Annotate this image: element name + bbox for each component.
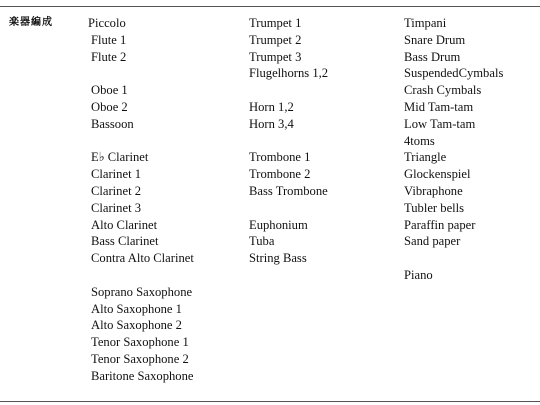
instrument-item: Flute 1	[91, 32, 127, 47]
instrument-item: Trumpet 3	[249, 49, 302, 64]
group-gap	[88, 65, 194, 82]
woodwinds-column	[88, 15, 194, 385]
instrument-item: Glockenspiel	[404, 167, 471, 182]
instrument-item: Clarinet 3	[91, 200, 142, 215]
instrument-item: Trombone 2	[249, 167, 311, 182]
group-gap	[88, 133, 194, 150]
instrument-item: Tubler bells	[404, 200, 465, 215]
instrument-item: Tuba	[249, 234, 275, 249]
brass-column	[249, 15, 328, 267]
instrument-item: Bassoon	[91, 116, 134, 131]
group-gap	[404, 250, 503, 267]
instrument-item: E♭ Clarinet	[91, 150, 149, 165]
instrument-item: SuspendedCymbals	[404, 66, 504, 81]
instrument-item: Alto Clarinet	[91, 217, 158, 232]
instrument-item: Piano	[404, 267, 433, 282]
instrument-item: Contra Alto Clarinet	[91, 251, 194, 266]
instrument-item: Sand paper	[404, 234, 461, 249]
instrument-item: Piccolo	[88, 16, 126, 30]
bottom-rule	[0, 401, 540, 402]
instrument-item: Alto Saxophone 1	[91, 301, 182, 316]
top-rule	[0, 6, 540, 7]
instrument-item: Timpani	[404, 16, 447, 30]
instrument-item: Euphonium	[249, 217, 308, 232]
instrument-item: Flute 2	[91, 49, 127, 64]
instrument-item: Horn 1,2	[249, 99, 294, 114]
group-gap	[249, 200, 328, 217]
instrument-item: Vibraphone	[404, 183, 463, 198]
instrument-item: Tenor Saxophone 1	[91, 335, 189, 350]
instrument-item: 4toms	[404, 133, 435, 148]
instrument-item: Trumpet 2	[249, 32, 302, 47]
instrument-item: Paraffin paper	[404, 217, 476, 232]
instrument-item: Clarinet 2	[91, 183, 142, 198]
instrument-item: Bass Trombone	[249, 183, 328, 198]
instrument-item: Oboe 1	[91, 83, 128, 98]
instrument-item: Alto Saxophone 2	[91, 318, 182, 333]
instrument-item: Soprano Saxophone	[91, 284, 193, 299]
instrument-item: Clarinet 1	[91, 167, 142, 182]
instrument-item: Baritone Saxophone	[91, 368, 194, 383]
instrument-item: Trombone 1	[249, 150, 311, 165]
instrument-item: Mid Tam-tam	[404, 99, 474, 114]
instrument-item: Low Tam-tam	[404, 116, 476, 131]
instrument-item: Horn 3,4	[249, 116, 294, 131]
instrument-item: Flugelhorns 1,2	[249, 66, 329, 81]
group-gap	[88, 267, 194, 284]
group-gap	[249, 82, 328, 99]
instrument-item: Crash Cymbals	[404, 83, 482, 98]
instrument-item: Trumpet 1	[249, 16, 302, 30]
percussion-column	[404, 15, 503, 284]
instrument-item: Triangle	[404, 150, 447, 165]
instrumentation-heading: 楽器編成	[9, 17, 53, 28]
instrument-item: Snare Drum	[404, 32, 466, 47]
instrument-item: Oboe 2	[91, 99, 128, 114]
instrument-item: String Bass	[249, 251, 307, 266]
instrument-item: Tenor Saxophone 2	[91, 351, 189, 366]
instrument-item: Bass Drum	[404, 49, 461, 64]
group-gap	[249, 133, 328, 150]
instrument-item: Bass Clarinet	[91, 234, 159, 249]
